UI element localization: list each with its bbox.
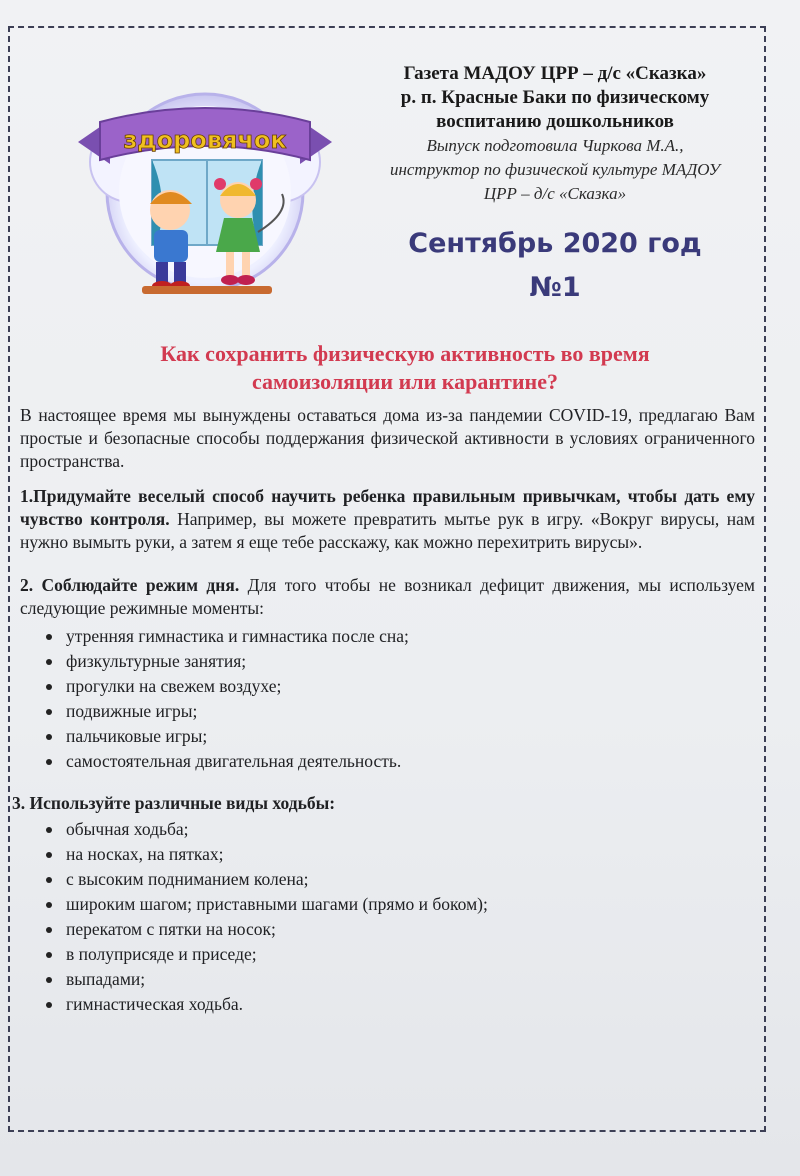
list-item: выпадами; [46,967,755,992]
list-item: в полуприсяде и приседе; [46,942,755,967]
section-1-heading: 1.Придумайте веселый способ научить ребенка правильным привычкам, чтобы дать ему чувство контроля. [20,486,755,529]
masthead-line-3: воспитанию дошкольников [436,111,674,132]
article-body [12,404,756,1035]
section-1-text: Например, вы можете превратить мытье рук в игру. «Вокруг вирусы, нам нужно вымыть руки, а затем я еще тебе расскажу, как можно перехитрить вирусы». [20,509,756,552]
daily-routine-list [20,624,755,774]
section-2-heading: 2. Соблюдайте режим дня. [20,575,240,595]
issue-number: №1 [529,272,581,303]
floor-bench [142,286,272,294]
list-item: широким шагом; приставными шагами (прямо и боком); [46,892,755,917]
masthead-author-org: ЦРР – д/с «Сказка» [483,184,627,203]
section-2 [20,574,755,620]
section-3-heading: 3. Используйте различные виды ходьбы: [12,793,336,813]
section-1 [20,485,755,554]
section-3 [12,792,755,1017]
article-headline [60,340,750,396]
masthead-author-role: инструктор по физической культуре МАДОУ [389,160,721,179]
list-item: прогулки на свежем воздухе; [46,674,755,699]
list-item: утренняя гимнастика и гимнастика после сна; [46,624,755,649]
list-item: гимнастическая ходьба. [46,992,755,1017]
list-item: подвижные игры; [46,699,755,724]
masthead-line-2: р. п. Красные Баки по физическому [400,87,710,108]
masthead [355,62,755,206]
walking-types-list [20,817,755,1017]
masthead-author: Выпуск подготовила Чиркова М.А., [426,136,684,155]
issue-info [380,228,730,316]
kids-logo-illustration [60,72,350,304]
section-2-text: Для того чтобы не возникал дефицит движения, мы используем следующие режимные моменты: [20,575,755,618]
headline-line-2: самоизоляции или карантине? [252,369,558,394]
list-item: обычная ходьба; [46,817,755,842]
masthead-line-1: Газета МАДОУ ЦРР – д/с «Сказка» [403,63,707,84]
intro-paragraph: В настоящее время мы вынуждены оставаться дома из-за пандемии COVID-19, предлагаю Вам простые и безопасные способы поддержания физической активности в условиях ограниченного пространства. [20,405,755,471]
list-item: пальчиковые игры; [46,724,755,749]
list-item: физкультурные занятия; [46,649,755,674]
list-item: самостоятельная двигательная деятельность. [46,749,755,774]
headline-line-1: Как сохранить физическую активность во время [160,341,650,366]
issue-date: Сентябрь 2020 год [408,228,702,259]
list-item: перекатом с пятки на носок; [46,917,755,942]
logo-word: здоровячок [123,126,287,154]
list-item: с высоким подниманием колена; [46,867,755,892]
list-item: на носках, на пятках; [46,842,755,867]
